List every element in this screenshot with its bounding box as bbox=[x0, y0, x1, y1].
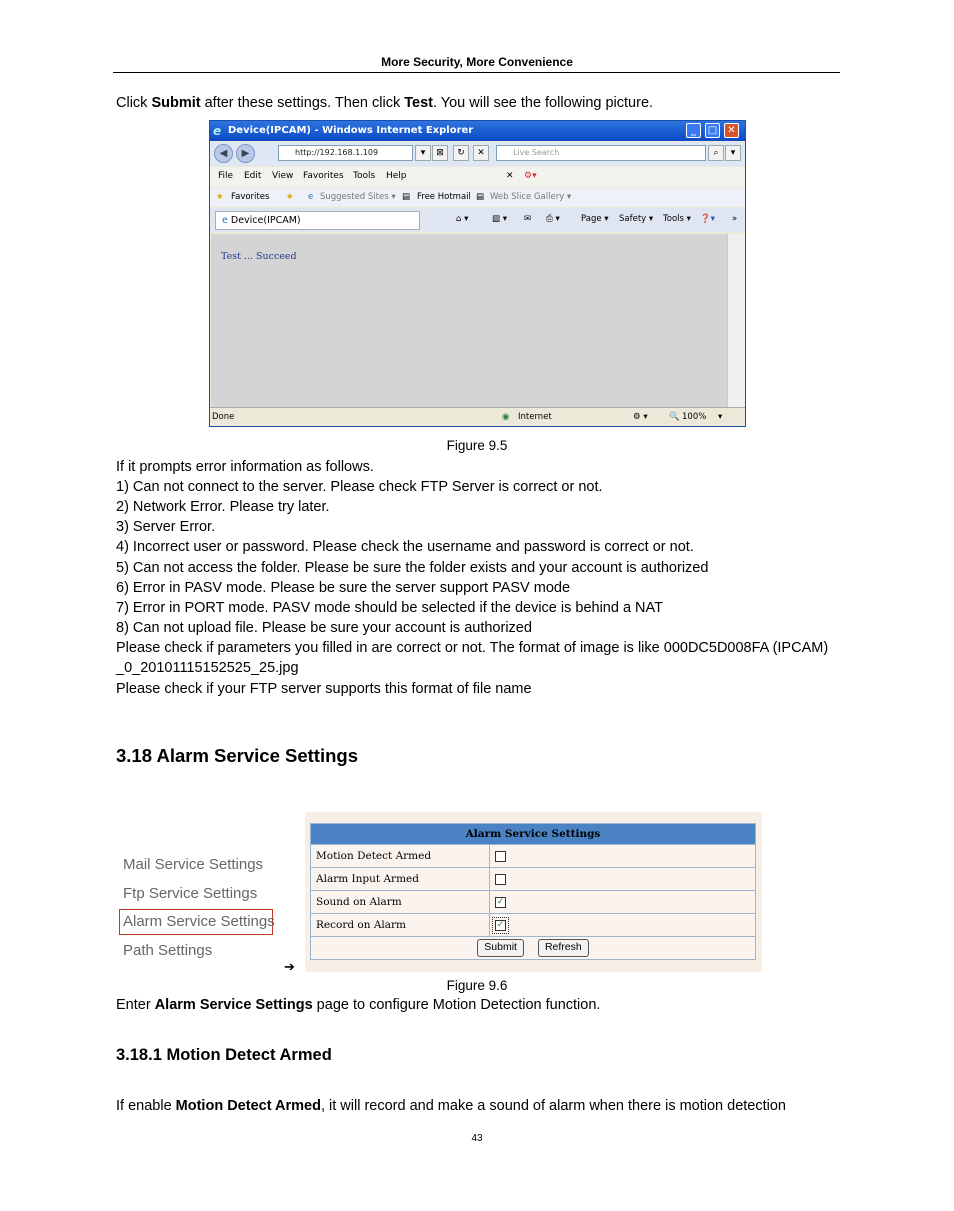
web-slice-gallery: Web Slice Gallery ▾ bbox=[490, 192, 572, 202]
header-rule bbox=[113, 72, 840, 73]
ie-active-tab bbox=[215, 211, 420, 230]
live-search-field: Live Search bbox=[496, 145, 706, 161]
ie-small-icon: e bbox=[308, 192, 314, 202]
menu-tools: Tools bbox=[353, 171, 376, 181]
menu-mail-service-settings: Mail Service Settings bbox=[123, 856, 264, 873]
menu-favorites: Favorites bbox=[303, 171, 344, 181]
status-internet: Internet bbox=[518, 412, 552, 422]
intro-text-3: . You will see the following picture. bbox=[432, 95, 654, 111]
cmd-page: Page ▾ bbox=[581, 214, 609, 224]
figure-9-6-caption: Figure 9.6 bbox=[446, 978, 508, 993]
enter-bold: Alarm Service Settings bbox=[154, 997, 313, 1013]
menu-ftp-service-settings: Ftp Service Settings bbox=[123, 885, 258, 902]
table-row bbox=[311, 868, 756, 891]
error-item: 3) Server Error. bbox=[116, 519, 216, 535]
chevron-right-icon: » bbox=[732, 214, 738, 224]
table-row bbox=[311, 914, 756, 937]
motion-text-2: , it will record and make a sound of alarm when there is motion detection bbox=[320, 1098, 786, 1114]
globe-icon: ◉ bbox=[502, 412, 510, 422]
mail-icon: ✉ bbox=[524, 214, 532, 224]
row-label: Motion Detect Armed bbox=[311, 845, 490, 868]
error-item: 1) Can not connect to the server. Please check FTP Server is correct or not. bbox=[116, 479, 603, 495]
intro-text-1: Click bbox=[116, 95, 152, 111]
ie-window-screenshot bbox=[209, 120, 746, 427]
close-icon: ✕ bbox=[724, 123, 739, 138]
cmd-tools: Tools ▾ bbox=[663, 214, 691, 224]
check-params-line-2: _0_20101115152525_25.jpg bbox=[116, 660, 299, 676]
ie-title-bar bbox=[210, 121, 745, 141]
menu-path-settings: Path Settings bbox=[123, 942, 213, 959]
page-number: 43 bbox=[471, 1133, 483, 1144]
motion-bold: Motion Detect Armed bbox=[175, 1098, 321, 1114]
page-icon: ▤ bbox=[402, 192, 411, 202]
free-hotmail: Free Hotmail bbox=[417, 192, 471, 202]
menu-view: View bbox=[272, 171, 294, 181]
ie-window-title: Device(IPCAM) - Windows Internet Explorer bbox=[228, 125, 474, 136]
status-done: Done bbox=[212, 412, 235, 422]
help-icon: ❓▾ bbox=[700, 214, 715, 224]
sound-on-alarm-checkbox: ✓ bbox=[496, 896, 505, 907]
table-row bbox=[311, 891, 756, 914]
enter-text-2: page to configure Motion Detection function. bbox=[312, 997, 601, 1013]
feeds-icon: ▧ ▾ bbox=[492, 214, 507, 224]
menu-file: File bbox=[218, 171, 234, 181]
enter-paragraph bbox=[116, 996, 600, 1014]
error-item: 2) Network Error. Please try later. bbox=[116, 499, 330, 515]
table-row bbox=[311, 845, 756, 868]
error-item: 8) Can not upload file. Please be sure your account is authorized bbox=[116, 620, 532, 636]
motion-detect-checkbox bbox=[495, 851, 506, 862]
protected-mode-icon: ⚙ ▾ bbox=[633, 412, 648, 422]
add-favorite-icon: ★ bbox=[286, 192, 294, 202]
ie-status-bar bbox=[210, 407, 745, 427]
ie-scrollbar bbox=[727, 234, 745, 407]
alarm-settings-heading: Alarm Service Settings bbox=[311, 824, 756, 845]
tab-label: Device(IPCAM) bbox=[230, 215, 301, 226]
alarm-settings-table bbox=[310, 823, 756, 960]
home-icon: ⌂ ▾ bbox=[456, 214, 469, 224]
page-icon-2: ▤ bbox=[476, 192, 485, 202]
back-icon: ◀ bbox=[214, 144, 233, 163]
row-value bbox=[490, 891, 756, 914]
search-options-icon: ▾ bbox=[725, 145, 741, 161]
ie-address-bar bbox=[210, 142, 745, 166]
alarm-settings-figure bbox=[305, 812, 762, 972]
menu-alarm-service-settings: Alarm Service Settings bbox=[123, 913, 275, 930]
dropdown-icon: ▾ bbox=[415, 145, 431, 161]
ie-logo-icon: e bbox=[213, 124, 222, 138]
ie-menu-bar bbox=[210, 167, 745, 187]
error-item: 7) Error in PORT mode. PASV mode should be selected if the device is behind a NAT bbox=[116, 600, 663, 616]
button-row bbox=[311, 937, 756, 960]
maximize-icon: □ bbox=[705, 123, 720, 138]
arrow-right-icon: ➔ bbox=[284, 959, 295, 974]
figure-9-5-caption: Figure 9.5 bbox=[446, 438, 508, 453]
zoom-dropdown-icon: ▾ bbox=[718, 412, 723, 422]
cmd-safety: Safety ▾ bbox=[619, 214, 654, 224]
row-value bbox=[490, 845, 756, 868]
motion-text-1: If enable bbox=[116, 1098, 176, 1114]
error-item: 5) Can not access the folder. Please be sure the folder exists and your account is authorized bbox=[116, 560, 709, 576]
url-field: http://192.168.1.109 bbox=[278, 145, 413, 161]
minimize-icon: _ bbox=[686, 123, 701, 138]
intro-text-2: after these settings. Then click bbox=[200, 95, 405, 111]
check-params-line-1: Please check if parameters you filled in are correct or not. The format of image is like 000DC5D008FA (IPCAM) bbox=[116, 640, 829, 656]
ie-tab-row bbox=[210, 208, 745, 232]
error-item: 4) Incorrect user or password. Please check the username and password is correct or not. bbox=[116, 539, 694, 555]
intro-submit-bold: Submit bbox=[151, 95, 201, 111]
compat-icon: ⊠ bbox=[432, 145, 448, 161]
record-on-alarm-checkbox: ✓ bbox=[496, 919, 505, 930]
intro-test-bold: Test bbox=[404, 95, 433, 111]
row-value bbox=[490, 868, 756, 891]
enter-text-1: Enter bbox=[116, 997, 155, 1013]
errors-intro: If it prompts error information as follows. bbox=[116, 459, 374, 475]
star-icon: ★ bbox=[216, 192, 224, 202]
row-value bbox=[490, 914, 756, 937]
check-ftp-format: Please check if your FTP server supports this format of file name bbox=[116, 681, 532, 697]
close-x-icon: ✕ bbox=[506, 171, 514, 181]
table-row bbox=[311, 937, 756, 960]
ie-favorites-bar bbox=[210, 188, 745, 207]
submit-button: Submit bbox=[477, 939, 524, 957]
search-icon: ⌕ bbox=[708, 145, 724, 161]
error-item: 6) Error in PASV mode. Please be sure the server support PASV mode bbox=[116, 580, 571, 596]
intro-paragraph bbox=[116, 94, 653, 112]
print-icon: ⎙ ▾ bbox=[546, 214, 560, 224]
suggested-sites: Suggested Sites ▾ bbox=[320, 192, 396, 202]
status-zoom: 100% bbox=[682, 412, 707, 422]
menu-edit: Edit bbox=[244, 171, 262, 181]
alarm-input-checkbox bbox=[495, 874, 506, 885]
page-header-title: More Security, More Convenience bbox=[381, 55, 573, 69]
refresh-icon: ↻ bbox=[453, 145, 469, 161]
favorites-label: Favorites bbox=[231, 192, 270, 202]
section-title: 3.18 Alarm Service Settings bbox=[116, 745, 358, 766]
forward-icon: ▶ bbox=[236, 144, 255, 163]
test-result-message: Test ... Succeed bbox=[221, 251, 297, 262]
tab-ie-icon: e bbox=[222, 215, 231, 226]
menu-help: Help bbox=[386, 171, 407, 181]
subsection-title: 3.18.1 Motion Detect Armed bbox=[116, 1046, 332, 1064]
zoom-icon: 🔍 bbox=[669, 412, 680, 422]
refresh-button: Refresh bbox=[538, 939, 589, 957]
row-label: Sound on Alarm bbox=[311, 891, 490, 914]
tools-gear-icon: ⚙▾ bbox=[524, 171, 537, 181]
ie-content-area bbox=[211, 234, 727, 407]
row-label: Record on Alarm bbox=[311, 914, 490, 937]
stop-icon: ✕ bbox=[473, 145, 489, 161]
row-label: Alarm Input Armed bbox=[311, 868, 490, 891]
motion-paragraph bbox=[116, 1097, 786, 1115]
